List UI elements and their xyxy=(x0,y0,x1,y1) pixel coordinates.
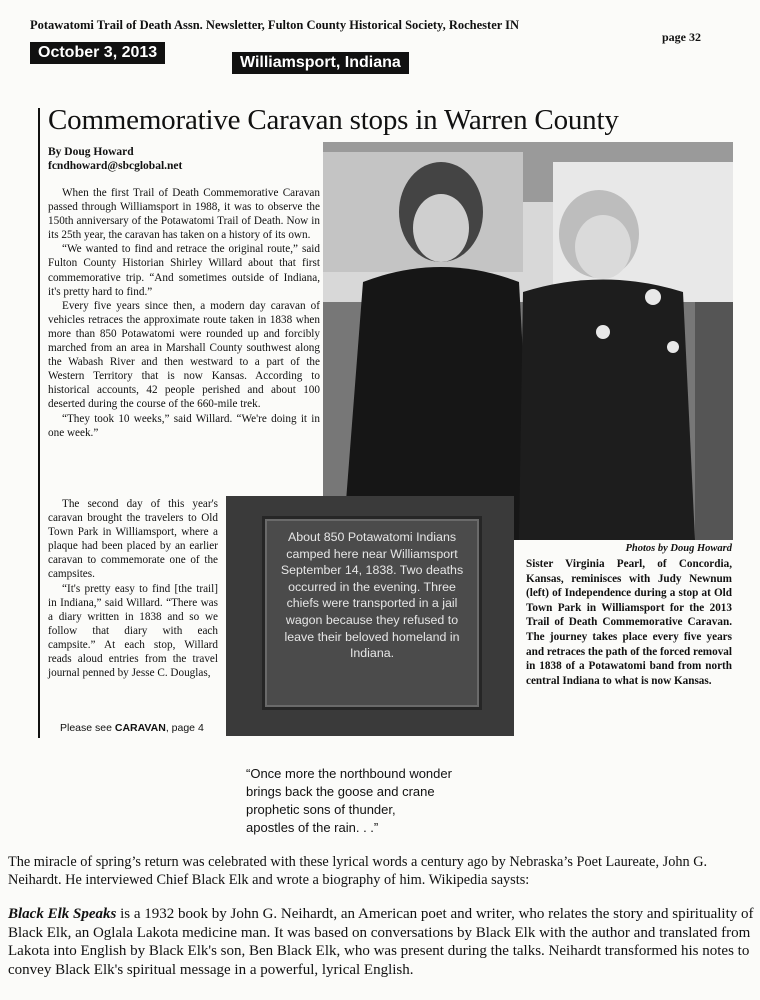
poem-line: “Once more the northbound wonder xyxy=(246,766,452,781)
book-description: is a 1932 book by John G. Neihardt, an American poet and writer, who relates the story and spirituality of Black Elk, an Oglala Lakota medicine man. It was based on conversations by Black Elk with the author and translated from Lakota into English by Black Elk's son, Ben Black Elk, who was present during the talks. Neihardt transformed his notes to convey Black Elk's spiritual message in a powerful, lyrical English. xyxy=(8,906,754,978)
article-paragraph: “They took 10 weeks,” said Willard. “We're doing it in one week.” xyxy=(48,412,320,439)
article-paragraph: When the first Trail of Death Commemorative Caravan passed through Williamsport in 1988, it was to observe the 150th anniversary of the Potawatomi Trail of Death. Now in its 25th year, the caravan has taken on a history of its own. xyxy=(48,187,320,242)
plaque-inscription: About 850 Potawatomi Indians camped here near Williamsport September 14, 1838. Two deaths occurred in the evening. Three chiefs were transported in a jail wagon because they refused to leave their beloved homeland in Indiana. xyxy=(280,530,464,661)
poem-quote xyxy=(246,765,452,837)
byline-email[interactable]: fcndhoward@sbcglobal.net xyxy=(48,160,183,172)
article-paragraph: “It's pretty easy to find [the trail] in Indiana,” said Willard. “There was a diary written in 1838 and so we follow that diary with each campsite.” At each stop, Willard reads aloud entries from the travel journal penned by Jesse C. Douglas, xyxy=(48,582,218,680)
intro-paragraph: The miracle of spring’s return was celebrated with these lyrical words a century ago by Nebraska’s Poet Laureate, John G. Neihardt. He interviewed Chief Black Elk and wrote a biography of him. Wikipedia saysts: xyxy=(8,854,708,888)
date-banner: October 3, 2013 xyxy=(30,42,165,64)
page-number: page 32 xyxy=(662,30,701,44)
continued-reference xyxy=(60,722,204,734)
photo-caption: Sister Virginia Pearl, of Concordia, Kansas, reminisces with Judy Newnum (left) of Independence during a stop at Old Town Park in Williamsport for the 2013 Trail of Death Commemorative Caravan. The journey takes place every five years and retraces the path of the forced removal in 1838 of a Potawatomi band from north central Indiana to what is now Kansas. xyxy=(526,558,732,687)
book-title: Black Elk Speaks xyxy=(8,906,117,922)
newsletter-masthead: Potawatomi Trail of Death Assn. Newsletter, Fulton County Historical Society, Rochester IN xyxy=(30,18,520,32)
poem-line: brings back the goose and crane xyxy=(246,784,435,799)
article-headline: Commemorative Caravan stops in Warren County xyxy=(48,104,619,136)
byline xyxy=(48,145,182,173)
photo-two-women-image xyxy=(323,142,733,540)
byline-author: By Doug Howard xyxy=(48,146,134,158)
article-body-upper xyxy=(48,186,320,440)
photo-memorial-plaque xyxy=(226,496,514,736)
book-paragraph xyxy=(8,905,756,979)
continued-prefix: Please see xyxy=(60,722,115,734)
article-body-lower xyxy=(48,497,218,680)
continued-target[interactable]: CARAVAN xyxy=(114,722,166,734)
photo-two-women xyxy=(323,142,733,540)
article-paragraph: “We wanted to find and retrace the original route,” said Fulton County Historian Shirley Willard about that first commemorative trip. “And sometimes outside of Indiana, it's pretty hard to find.” xyxy=(48,243,320,298)
photo-credit: Photos by Doug Howard xyxy=(625,543,732,554)
article-paragraph: The second day of this year's caravan brought the travelers to Old Town Park in Williamsport, where a plaque had been placed by an earlier caravan to commemorate one of the campsites. xyxy=(48,498,218,581)
continued-suffix: , page 4 xyxy=(165,722,204,734)
poem-line: apostles of the rain. . .” xyxy=(246,820,379,835)
memorial-plaque xyxy=(262,516,482,710)
article-paragraph: Every five years since then, a modern day caravan of vehicles retraces the approximate route taken in 1838 when more than 850 Potawatomi were rounded up and forcibly marched from an area in Marshall County southwest along the Wabash River and then westward to a part of the Western Territory that is now Kansas. According to historical accounts, 42 people perished and about 100 deserted during the course of the 660-mile trek. xyxy=(48,299,320,411)
poem-line: prophetic sons of thunder, xyxy=(246,802,396,817)
location-banner: Williamsport, Indiana xyxy=(232,52,409,74)
column-rule xyxy=(38,108,40,738)
